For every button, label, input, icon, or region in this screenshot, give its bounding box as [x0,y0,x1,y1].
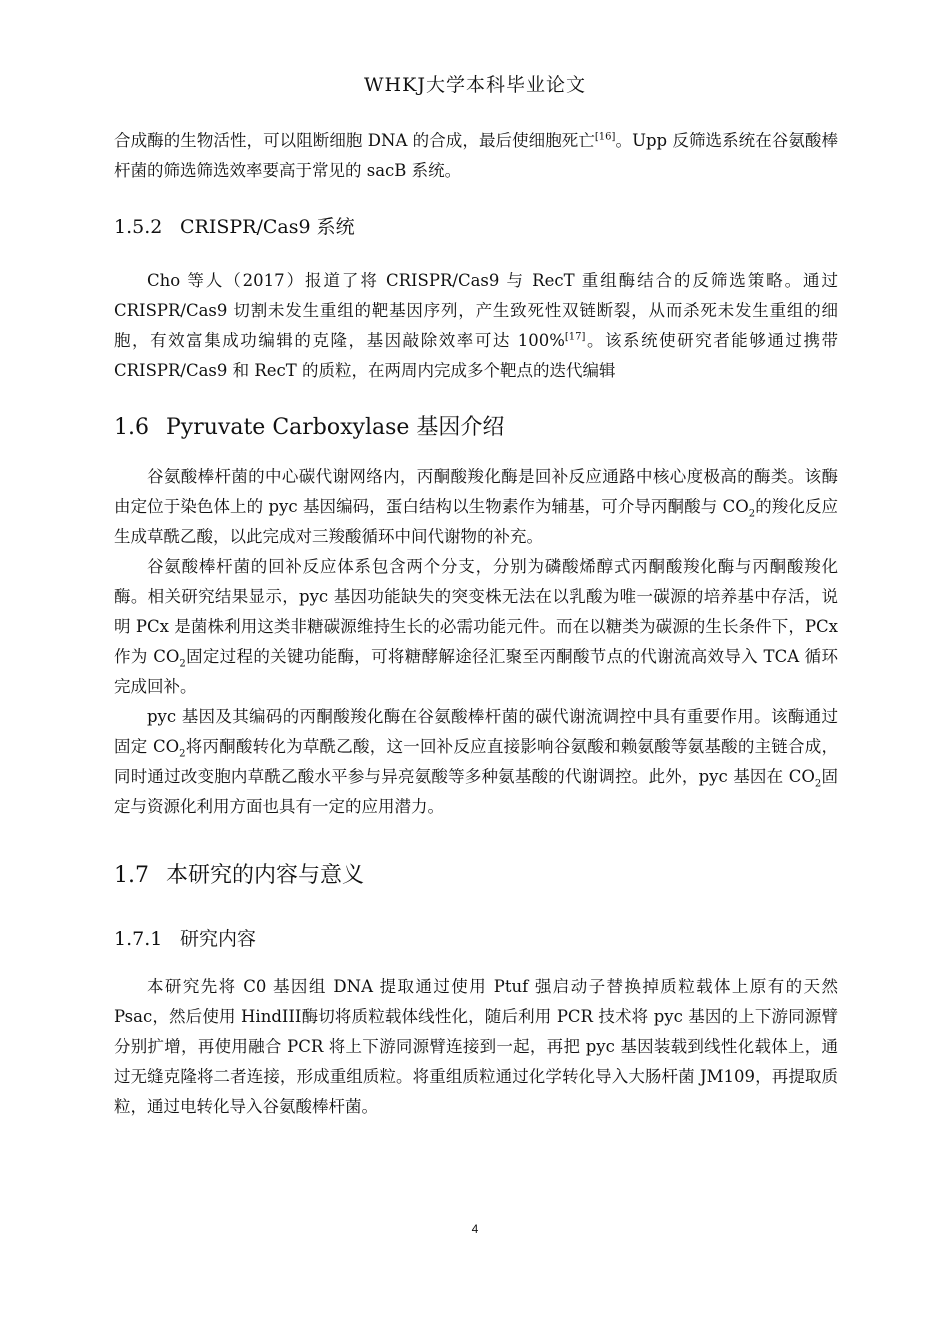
paragraph-crispr [114,266,838,386]
citation: [17] [564,331,586,343]
section-number: 1.5.2 [114,216,163,238]
citation: [16] [594,131,616,143]
section-number: 1.7.1 [114,928,163,950]
paragraph-research-content: 本研究先将 C0 基因组 DNA 提取通过使用 Ptuf 强启动子替换掉质粒载体上原有的天然 Psac，然后使用 HindIII酶切将质粒载体线性化，随后利用 PCR 技术将 pyc 基因的上下游同源臂分别扩增，再使用融合 PCR 将上下游同源臂连接到一起，再把 pyc 基因装载到线性化载体上，通过无缝克隆将二者连接，形成重组质粒。将重组质粒通过化学转化导入大肠杆菌 JM109，再提取质粒，通过电转化导入谷氨酸棒杆菌。 [114,977,838,1116]
paragraph-pyc-1: 谷氨酸棒杆菌的中心碳代谢网络内，丙酮酸羧化酶是回补反应通路中核心度极高的酶类。该酶由定位于染色体上的 pyc 基因编码，蛋白结构以生物素作为辅基，可介导丙酮酸与 $CO_2$的羧化反应生成草酰乙酸，以此完成对三羧酸循环中间代谢物的补充。 [114,467,838,546]
section-heading-1-7-1 [114,924,256,951]
section-number: 1.6 [114,415,149,440]
text: Cho 等人（2017）报道了将 CRISPR/Cas9 与 RecT 重组酶结合的反筛选策略。通过 CRISPR/Cas9 切割未发生重组的靶基因序列，产生致死性双链断裂，从而杀死未发生重组的细胞，有效富集成功编辑的克隆，基因敲除效率可达 100% [114,271,838,350]
text: 合成酶的生物活性，可以阻断细胞 DNA 的合成，最后使细胞死亡 [114,131,595,150]
running-header: WHKJ大学本科毕业论文 [364,74,586,96]
section-title: 本研究的内容与意义 [166,863,365,888]
paragraphs-pyc [114,462,838,822]
text: 。Upp 反筛选系统在谷氨酸棒杆菌的筛选筛选效率要高于常见的 sacB 系统。 [114,131,838,180]
section-title: 研究内容 [180,928,257,950]
paragraph-pyc-3: pyc 基因及其编码的丙酮酸羧化酶在谷氨酸棒杆菌的碳代谢流调控中具有重要作用。该酶通过固定 $CO_2$将丙酮酸转化为草酰乙酸，这一回补反应直接影响谷氨酸和赖氨酸等氨基酸的主链合成，同时通过改变胞内草酰乙酸水平参与异亮氨酸等多种氨基酸的代谢调控。此外，pyc 基因在 $CO_2$固定与资源化利用方面也具有一定的应用潜力。 [114,707,838,816]
paragraph-intro [114,126,838,186]
text: 。该系统使研究者能够通过携带 CRISPR/Cas9 和 RecT 的质粒，在两周内完成多个靶点的迭代编辑 [114,331,839,380]
section-heading-1-5-2 [114,212,355,239]
section-title: Pyruvate Carboxylase 基因介绍 [166,415,505,440]
section-title: CRISPR/Cas9 系统 [180,216,355,238]
section-heading-1-6 [114,410,504,441]
page-number: 4 [471,1222,479,1236]
section-number: 1.7 [114,863,149,888]
paragraph-pyc-2: 谷氨酸棒杆菌的回补反应体系包含两个分支，分别为磷酸烯醇式丙酮酸羧化酶与丙酮酸羧化酶。相关研究结果显示，pyc 基因功能缺失的突变株无法在以乳酸为唯一碳源的培养基中存活，说明 PCx 是菌株利用这类非糖碳源维持生长的必需功能元件。而在以糖类为碳源的生长条件下，PCx 作为 $CO_2$固定过程的关键功能酶，可将糖酵解途径汇聚至丙酮酸节点的代谢流高效导入 TCA 循环完成回补。 [114,557,838,696]
section-heading-1-7 [114,858,364,889]
